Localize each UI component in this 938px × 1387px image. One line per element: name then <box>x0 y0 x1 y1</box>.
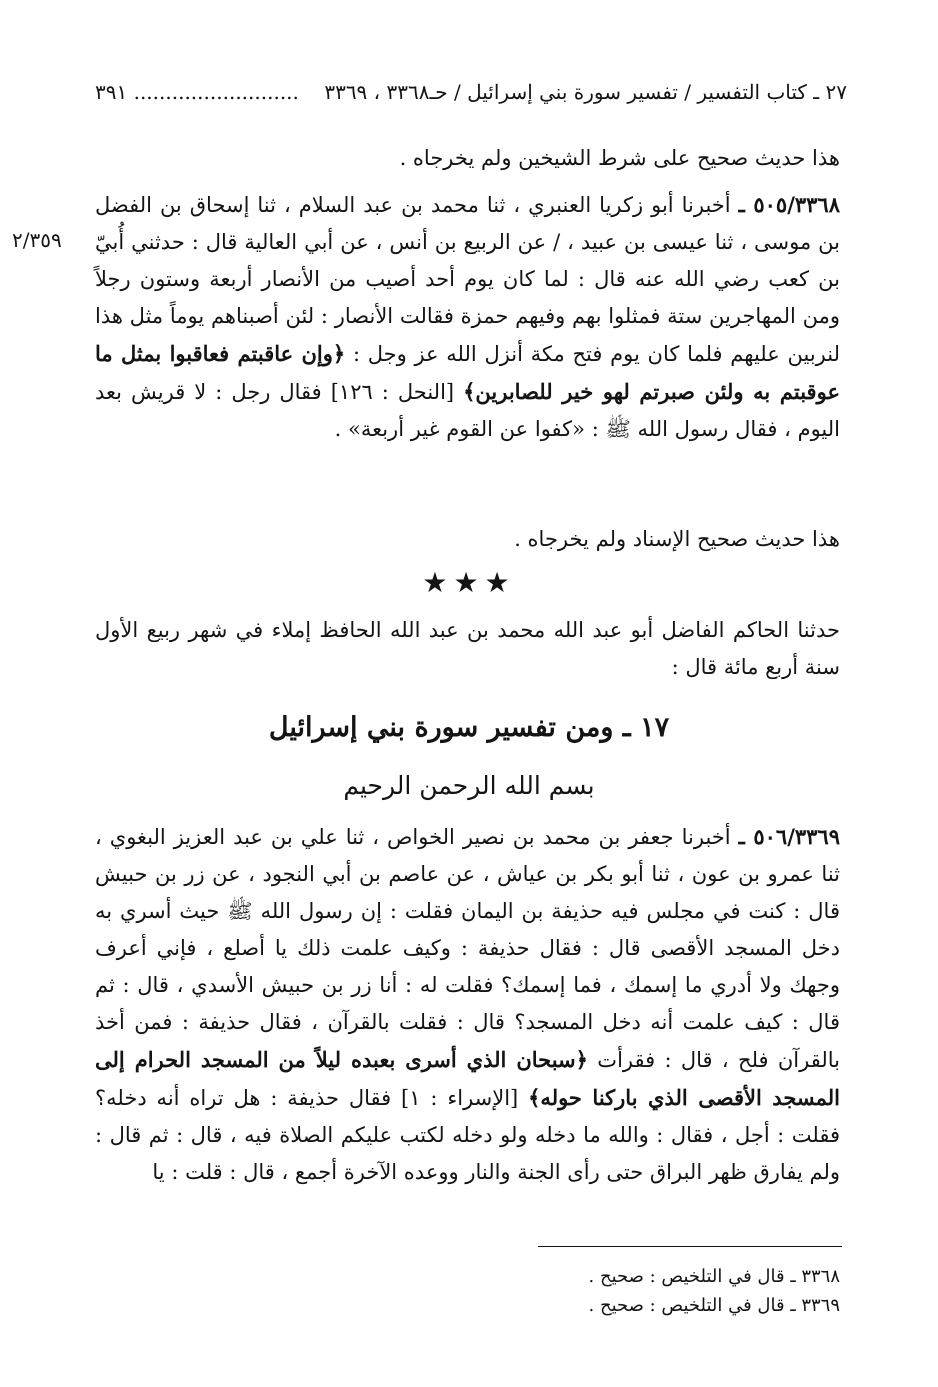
hadith-text: أخبرنا أبو زكريا العنبري ، ثنا محمد بن عبد السلام ، ثنا إسحاق بن الفضل بن موسى ، ثنا عيسى بن عبيد ، / عن الربيع بن أنس ، عن أبي العالية قال : حدثني أُبيّ بن كعب رضي الله عنه قال : لما كان يوم أحد أصيب من الأنصار أربعة وستون رجلاً ومن المهاجرين ستة فمثلوا بهم وفيهم حمزة فقالت الأنصار : لئن أصبناهم يوماً مثل هذا لنربين عليهم فلما كان يوم فتح مكة أنزل الله عز وجل : <box>95 193 840 366</box>
running-title: ٢٧ ـ كتاب التفسير / تفسير سورة بني إسرائيل / حـ٣٣٦٨ ، ٣٣٦٩ <box>324 80 847 104</box>
footnote: ٣٣٦٩ ـ قال في التلخيص : صحيح . <box>588 1295 840 1316</box>
leader-dots: .......................... <box>133 80 299 104</box>
hadith-3368 <box>95 186 840 448</box>
hadith-number: ٥٠٦/٣٣٦٩ ـ <box>738 824 840 849</box>
quran-verse: ﴿وإن عاقبتم فعاقبوا بمثل ما عوقبتم به ولئن صبرتم لهو خير للصابرين﴾ <box>95 341 840 404</box>
margin-reference: ٢/٣٥٩ <box>12 228 62 252</box>
footnote-separator <box>538 1246 842 1247</box>
hadith-text: أخبرنا جعفر بن محمد بن نصير الخواص ، ثنا علي بن عبد العزيز البغوي ، ثنا عمرو بن عون ، ثنا أبو بكر بن عياش ، عن عاصم بن أبي النجود ، عن زر بن حبيش قال : كنت في مجلس فيه حذيفة بن اليمان فقلت : إن رسول الله ﷺ حيث أسري به دخل المسجد الأقصى قال : فقال حذيفة : وكيف علمت ذلك يا أصلع ، فإني أعرف وجهك ولا أدري ما إسمك ، فما إسمك؟ فقلت له : أنا زر بن حبيش الأسدي ، قال : ثم قال : كيف علمت أنه دخل المسجد؟ قال : فقلت بالقرآن ، فقال حذيفة : فمن أخذ بالقرآن فلح ، قال : فقرأت <box>95 825 840 1072</box>
basmala: بسم الله الرحمن الرحيم <box>343 771 595 800</box>
quran-verse: ﴿سبحان الذي أسرى بعبده ليلاً من المسجد الحرام إلى المسجد الأقصى الذي باركنا حوله﴾ <box>95 1047 840 1110</box>
page-number: ٣٩١ <box>95 80 128 104</box>
paragraph-verdict-2: هذا حديث صحيح الإسناد ولم يخرجاه . <box>514 527 840 551</box>
hadith-text-continued: [النحل : ١٢٦] فقال رجل : لا قريش بعد اليوم ، فقال رسول الله ﷺ : «كفوا عن القوم غير أربعة» . <box>95 380 840 441</box>
hadith-3369 <box>95 818 840 1191</box>
paragraph-transmission: حدثنا الحاكم الفاضل أبو عبد الله محمد بن عبد الله الحافظ إملاء في شهر ربيع الأول سنة أربع مائة قال : <box>95 618 840 679</box>
hadith-number: ٥٠٥/٣٣٦٨ ـ <box>738 192 840 217</box>
chapter-title: ١٧ ـ ومن تفسير سورة بني إسرائيل <box>268 712 670 743</box>
footnote: ٣٣٦٨ ـ قال في التلخيص : صحيح . <box>588 1266 840 1287</box>
running-header <box>95 78 847 106</box>
paragraph-verdict-1: هذا حديث صحيح على شرط الشيخين ولم يخرجاه . <box>399 146 840 170</box>
header-page-info <box>95 78 299 106</box>
section-divider-stars: ★★★ <box>422 566 516 599</box>
hadith-text-continued: [الإسراء : ١] فقال حذيفة : هل تراه أنه دخله؟ فقلت : أجل ، فقال : والله ما دخله ولو دخله لكتب عليكم الصلاة فيه ، قال : ثم قال : ولم يفارق ظهر البراق حتى رأى الجنة والنار ووعده الآخرة أجمع ، قال : قلت : يا <box>95 1086 840 1184</box>
